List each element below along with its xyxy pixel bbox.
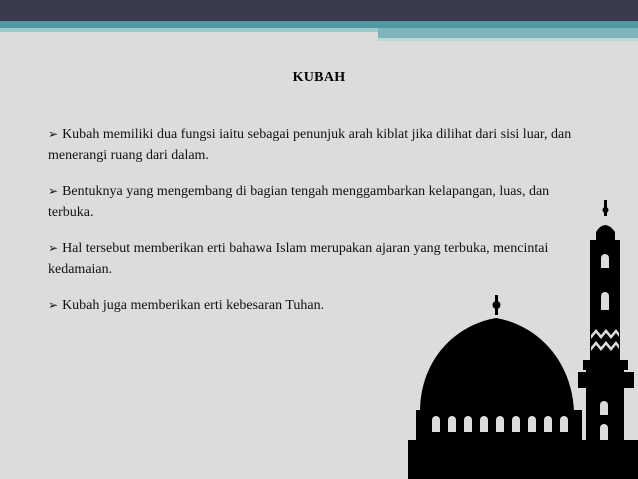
arrow-bullet-icon: ➢: [48, 184, 59, 198]
bullet-text: Kubah juga memberikan erti kebesaran Tuhan.: [62, 298, 325, 313]
arrow-bullet-icon: ➢: [48, 127, 59, 141]
bullet-text: Bentuknya yang mengembang di bagian tengah menggambarkan kelapangan, luas, dan terbuka.: [48, 184, 550, 220]
arrow-bullet-icon: ➢: [48, 298, 59, 312]
arrow-bullet-icon: ➢: [48, 241, 59, 255]
slide-title: KUBAH: [292, 70, 346, 85]
bullet-text: Kubah memiliki dua fungsi iaitu sebagai penunjuk arah kiblat jika dilihat dari sisi luar, dan menerangi ruang dari dalam.: [48, 127, 572, 163]
bullet-text: Hal tersebut memberikan erti bahawa Islam merupakan ajaran yang terbuka, mencintai kedamaian.: [48, 241, 549, 277]
